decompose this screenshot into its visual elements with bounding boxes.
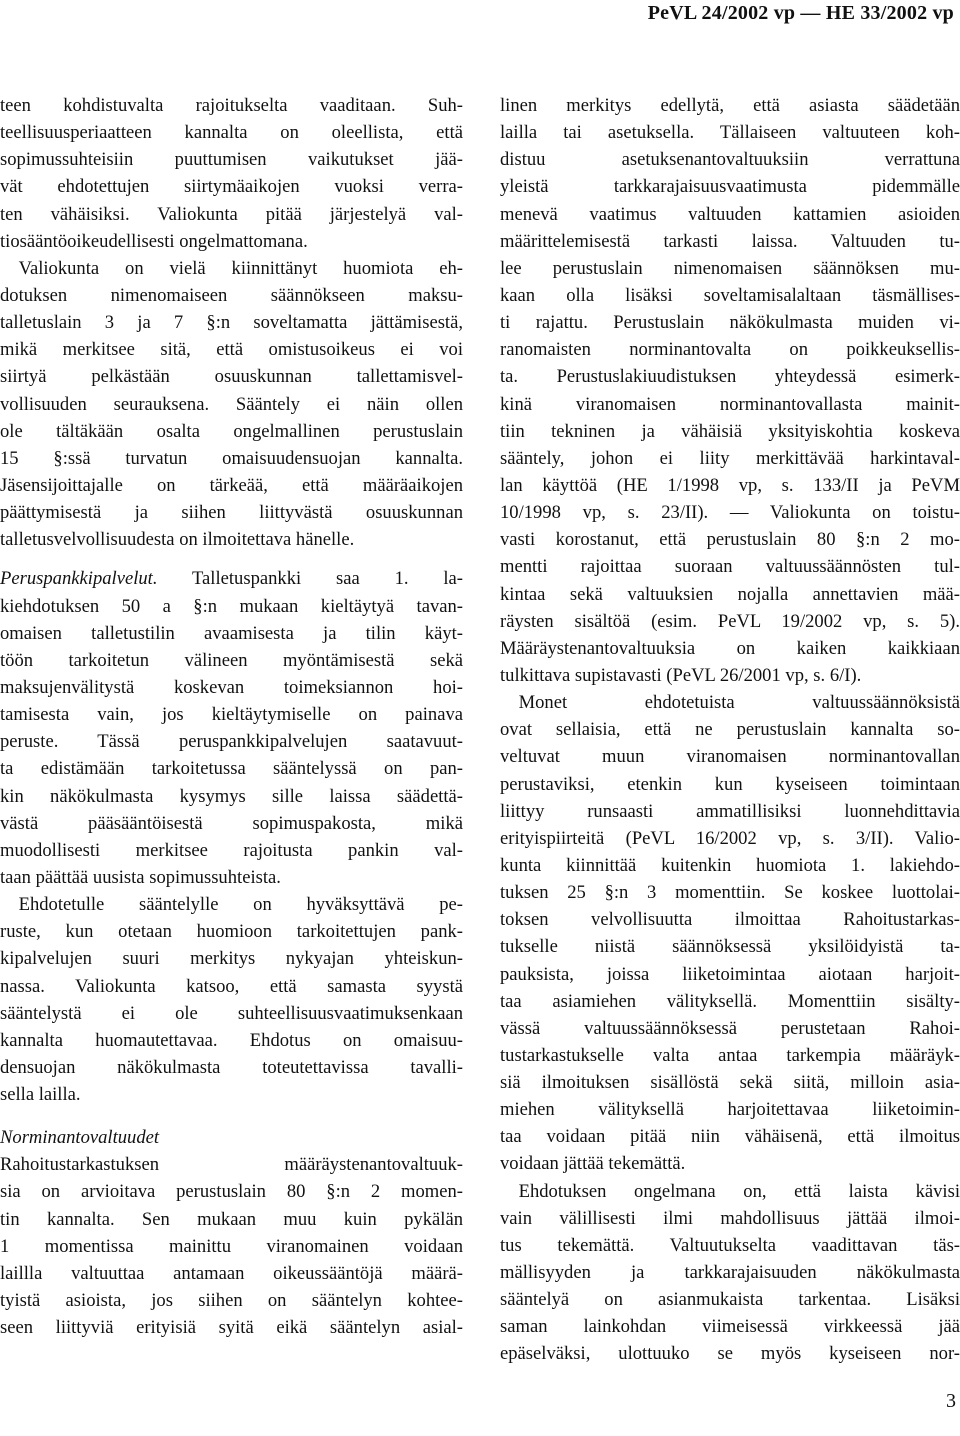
text-line: sella lailla. (0, 1084, 81, 1106)
text-line: saman lainkohdan viimeisessä virkkeessä jää (500, 1316, 960, 1338)
text-line: sääntelyä on asianmukaista tarkentaa. Lisäksi (500, 1289, 960, 1311)
text-line: tin kannalta. Sen mukaan muu kuin pykälän (0, 1208, 463, 1230)
text-line: kintaa sekä valtuuksien nojalla annettavien mää- (500, 583, 960, 605)
text-line: vain välillisesti ilmi mahdollisuus jättää ilmoi- (500, 1207, 960, 1229)
text-line: ovat sellaisia, että ne perustuslain kannalta so- (500, 719, 960, 741)
text-line: siä ilmoituksen sisällöstä sekä siitä, milloin asia- (500, 1072, 960, 1094)
text-line: toksen velvollisuutta ilmoittaa Rahoitustarkas- (500, 909, 960, 931)
text-line: 10/1998 vp, s. 23/II). — Valiokunta on toistu- (500, 502, 960, 524)
text-line: menevä vaatimus valtuuden kattamien asioiden (500, 203, 960, 225)
text-line: taa asiamiehen välityksellä. Momenttiin sisälty- (500, 990, 960, 1012)
text-line: tiin tekninen ja vähäisiä yksityiskohtia koskeva (500, 420, 960, 442)
text-line: kaan olla lisäksi soveltamisalaltaan täsmällises- (500, 284, 960, 306)
left-column (0, 92, 463, 1341)
page-number: 3 (946, 1390, 956, 1412)
text-line: sääntelystä ei ole suhteellisuusvaatimuksenkaan (0, 1002, 463, 1024)
text-line: tustarkastukselle valta antaa tarkempia määräyk- (500, 1044, 960, 1066)
text-line: lan käyttöä (HE 1/1998 vp, s. 133/II ja PeVM (500, 474, 960, 496)
text-line: liittyy runsaasti ammatillisiksi luonnehdittavia (500, 800, 960, 822)
text-line (0, 565, 463, 592)
text-line: Jäsensijoittajalle on tärkeää, että määräaikojen (0, 474, 463, 496)
text-line: lailla tai asetuksella. Tällaiseen valtuuteen koh- (500, 122, 960, 144)
text-line: päättymisestä ja siihen liittyvästä osuuskunnan (0, 502, 463, 524)
text-line: kiehdotuksen 50 a §:n mukaan kieltäytyä tavan- (0, 595, 463, 617)
text-line: räysten sisältöä (esim. PeVL 19/2002 vp, s. 5). (500, 610, 960, 632)
text-line: västä pääsääntöisestä sopimuspakosta, mikä (0, 812, 463, 834)
text-line: peruste. Tässä peruspankkipalvelujen saatavuut- (0, 731, 463, 753)
text-line: 1 momentissa mainittu viranomainen voidaan (0, 1235, 463, 1257)
text-line: töön tarkoitetun välineen myöntämisestä sekä (0, 649, 463, 671)
paragraph-gap (0, 1108, 463, 1124)
text-line: linen merkitys edellytä, että asiasta säädetään (500, 95, 960, 116)
text-line: nassa. Valiokunta katsoo, että samasta syystä (0, 975, 463, 997)
text-line: vässä valtuussäännöksessä perustetaan Rahoi- (500, 1017, 960, 1039)
text-line: ruste, kun otetaan huomioon tarkoitettujen pank- (0, 921, 463, 943)
paragraph (0, 891, 463, 1108)
text-line: tus tekemättä. Valtuutukselta vaadittavan täs- (500, 1234, 960, 1256)
text-line: yleistä tarkkarajaisuusvaatimusta pidemmälle (500, 176, 960, 198)
text-line: Ehdotuksen ongelmana on, että laista kävisi (500, 1180, 960, 1202)
italic-lead: Peruspankkipalvelut. (0, 568, 158, 590)
text-line: tulkittava supistavasti (PeVL 26/2001 vp, s. 6/I). (500, 664, 862, 686)
text-line: ta edistämään tarkoitetussa sääntelyssä on pan- (0, 758, 463, 780)
text-line: laillla valtuuttaa antamaan oikeussääntöjä määrä- (0, 1262, 463, 1284)
text-line: tyistä asioista, jos siihen on sääntelyn kohtee- (0, 1290, 463, 1312)
text-line: määrittelemisestä tarkasti laissa. Valtuuden tu- (500, 230, 960, 252)
paragraph (500, 1178, 960, 1368)
text-line: vollisuuden seurauksena. Sääntely ei näin ollen (0, 393, 463, 415)
text-line: Ehdotetulle sääntelylle on hyväksyttävä pe- (0, 894, 463, 916)
text-line: mikä merkitsee sitä, että omistusoikeus ei voi (0, 339, 463, 361)
text-line: muodollisesti merkitsee rajoitusta pankin val- (0, 839, 463, 861)
text-line: omaisen talletustilin avaamisesta ja tilin käyt- (0, 622, 463, 644)
paragraph (0, 565, 463, 891)
text-line: ti rajattu. Perustuslain näkökulmasta muiden vi- (500, 312, 960, 334)
text-line: Valiokunta on vielä kiinnittänyt huomiota eh- (0, 257, 463, 279)
text-line: ranomaisten norminantovalta on poikkeuksellis- (500, 339, 960, 361)
text-line: kipalvelujen suuri merkitys nykyajan yhteiskun- (0, 948, 463, 970)
text-line: tukselle niistä säännöksessä yksilöidyistä ta- (500, 936, 960, 958)
text-line: tuksen 25 §:n 3 momenttiin. Se koskee luottolai- (500, 882, 960, 904)
text-line: tiosääntöoikeudellisesti ongelmattomana. (0, 230, 308, 252)
paragraph (500, 92, 960, 689)
text-line: seen liittyviä erityisiä syitä eikä sääntelyn asial- (0, 1317, 463, 1339)
text-line: erityispiirteitä (PeVL 16/2002 vp, s. 3/II). Valio- (500, 827, 960, 849)
text-line: kunta kiinnittää kuitenkin huomiota 1. lakiehdo- (500, 854, 960, 876)
text-line: siirtyä pelkästään osuuskunnan tallettamisvel- (0, 366, 463, 388)
text-line: pauksista, joissa liiketoimintaa aiotaan harjoit- (500, 963, 960, 985)
text-line: taa voidaan pitää niin vähäisenä, että ilmoitus (500, 1126, 960, 1148)
text-line: densuojan näkökulmasta toteutettavissa tavalli- (0, 1056, 463, 1078)
text-line: ta. Perustuslakiuudistuksen yhteydessä esimerk- (500, 366, 960, 388)
text-line: kinä viranomaisen norminantovallasta mainit- (500, 393, 960, 415)
text-line: mällisyyden ja tarkkarajaisuuden näkökulmasta (500, 1262, 960, 1284)
text-line: tamisesta vain, jos kieltäytymiselle on painava (0, 704, 463, 726)
text-line: talletuslain 3 ja 7 §:n soveltamatta jättämisestä, (0, 312, 463, 334)
text-line: teellisuusperiaatteen kannalta on oleellista, että (0, 122, 463, 144)
text-line: teen kohdistuvalta rajoitukselta vaaditaan. Suh- (0, 95, 463, 116)
text-line: maksujenvälitystä koskevan toimeksiannon hoi- (0, 676, 463, 698)
text-line: voidaan jättää tekemättä. (500, 1153, 686, 1175)
text-line: ole tältäkään osalta ongelmallinen perustuslain (0, 420, 463, 442)
text-line: taan päättää uusista sopimussuhteista. (0, 866, 281, 888)
paragraph (0, 92, 463, 255)
text-line: sia on arvioitava perustuslain 80 §:n 2 momen- (0, 1181, 463, 1203)
text-line: Monet ehdotetuista valtuussäännöksistä (500, 692, 960, 714)
text-line: lee perustuslain nimenomaisen säännöksen mu- (500, 257, 960, 279)
section-heading: Norminantovaltuudet (0, 1127, 160, 1149)
text-line: kin näkökulmasta kysymys sille laissa säädettä- (0, 785, 463, 807)
text-line: Määräystenantovaltuuksia on kaiken kaikkiaan (500, 637, 960, 659)
text-line: distuu asetuksenantovaltuuksiin verrattuna (500, 149, 960, 171)
text-line: talletusvelvollisuudesta on ilmoitettava hänelle. (0, 529, 355, 551)
text-line: vät ehdotettujen siirtymäaikojen vuoksi verra- (0, 176, 463, 198)
text-line: sääntely, johon ei liity merkittävää harkintaval- (500, 447, 960, 469)
text-line: sopimussuhteisiin puuttumisen vaikutukset jää- (0, 149, 463, 171)
text-line: miehen välityksellä harjoitettavaa liiketoimin- (500, 1099, 960, 1121)
text-line-rest: Talletuspankki saa 1. la- (157, 568, 463, 590)
paragraph (500, 689, 960, 1178)
right-column (500, 92, 960, 1368)
text-line: vasti korostanut, että perustuslain 80 §:n 2 mo- (500, 529, 960, 551)
text-line: perustaviksi, etenkin kun kyseiseen toimintaan (500, 773, 960, 795)
text-line: mentti rajoittaa suoraan valtuussäännösten tul- (500, 556, 960, 578)
paragraph (0, 255, 463, 554)
text-line: ten vähäisiksi. Valiokunta pitää järjestelyä val- (0, 203, 463, 225)
text-line: dotuksen nimenomaiseen säännökseen maksu- (0, 284, 463, 306)
paragraph-gap (0, 553, 463, 565)
text-line: veltuvat muun viranomaisen norminantovallan (500, 746, 960, 768)
running-header: PeVL 24/2002 vp — HE 33/2002 vp (647, 2, 954, 24)
text-line: Rahoitustarkastuksen määräystenantovaltuuk- (0, 1154, 463, 1176)
text-line: 15 §:ssä turvatun omaisuudensuojan kannalta. (0, 447, 463, 469)
text-line: epäselväksi, ulottuuko se myös kyseiseen nor- (500, 1343, 960, 1365)
paragraph (0, 1151, 463, 1341)
text-line: kannalta huomautettavaa. Ehdotus on omaisuu- (0, 1029, 463, 1051)
